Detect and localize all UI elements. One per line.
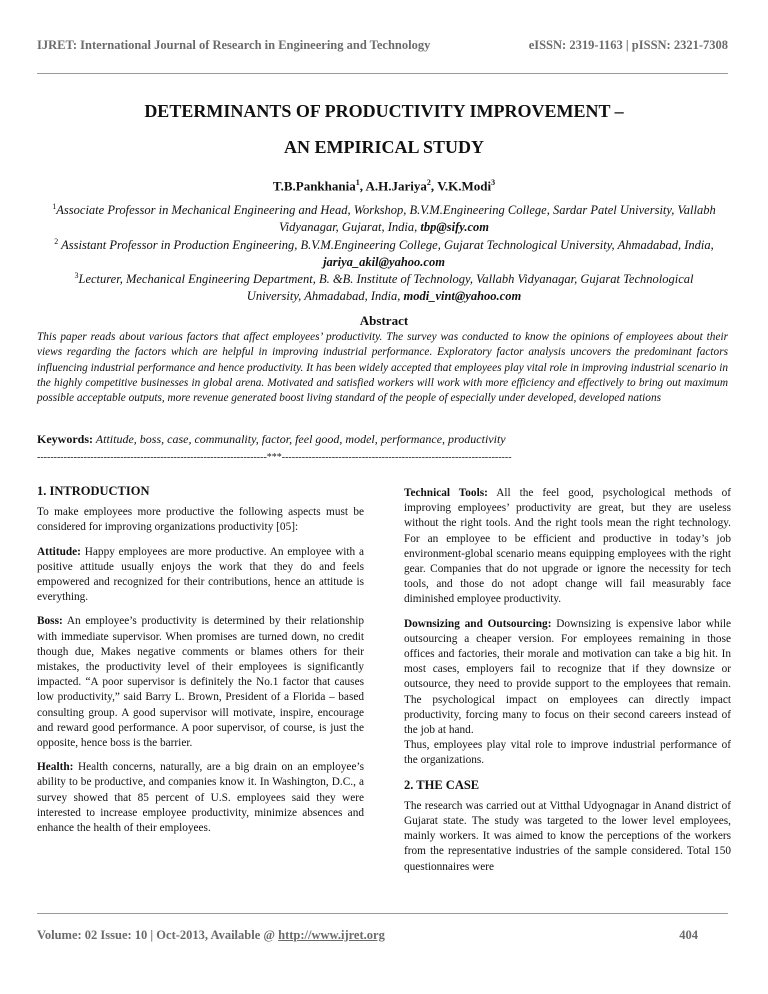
tech-label: Technical Tools: (404, 487, 488, 499)
footer-volume-text: Volume: 02 Issue: 10 | Oct-2013, Available @ (37, 928, 279, 942)
author-separator: , (430, 178, 438, 194)
issn-numbers: eISSN: 2319-1163 | pISSN: 2321-7308 (528, 38, 728, 52)
attitude-label: Attitude: (37, 545, 81, 558)
author-separator: , (359, 178, 366, 194)
tech-paragraph (404, 486, 731, 608)
case-paragraph: The research was carried out at Vitthal Udyognagar in Anand district of Gujarat state. The study was targeted to the lower level employees, mainly workers. It was aimed to know the perceptions of the workers from the representative industries of the sample considered. Total 150 questionnaires were (404, 799, 731, 873)
keywords-label: Keywords: (37, 432, 93, 446)
paper-title (0, 93, 768, 165)
author-2: A.H.Jariya (365, 178, 427, 194)
affiliation-3 (50, 267, 718, 305)
affiliation-3-text: Lecturer, Mechanical Engineering Department, B. &B. Institute of Technology, Vallabh Vidyanagar, Gujarat Technological University, Ahmadabad, India, (78, 272, 694, 304)
author-list (0, 178, 768, 194)
intro-heading: 1. INTRODUCTION (37, 484, 150, 498)
affiliation-1 (50, 198, 718, 236)
boss-paragraph (37, 614, 364, 751)
author-3-sup: 3 (491, 178, 496, 187)
abstract-text: This paper reads about various factors that affect employees’ productivity. The survey was conducted to know the opinions of employees about their views regarding the factors which are helpful in improving industrial performance. Exploratory factor analysis uncovers the predominant factors influencing industrial performance and hence productivity. It has been widely accepted that employees play vital role in improving industrial scenario in the highly competitive businesses in global arena. Motivated and satisfied workers will work with more efficiency and effectively to bring out maximum possible acceptable outputs, more revenue generated boost living standard of the people of especially under developed, developed nations (37, 331, 728, 405)
health-text: Health concerns, naturally, are a big drain on an employee’s ability to be productive, and companies know it. In Washington, D.C., a survey showed that 85 percent of U.S. employees said they were interested to increase employee productivity, minimize absences and enhance the health of their employees. (37, 761, 364, 835)
affiliation-2-num: 2 (54, 237, 59, 246)
journal-name: IJRET: International Journal of Research in Engineering and Technology (37, 38, 431, 52)
affiliation-2 (50, 233, 718, 271)
downsizing-label: Downsizing and Outsourcing: (404, 617, 552, 630)
intro-paragraph: To make employees more productive the following aspects must be considered for improving organizations productivity [05]: (37, 506, 364, 534)
affiliation-3-email[interactable]: modi_vint@yahoo.com (403, 289, 522, 304)
abstract-heading: Abstract (359, 313, 409, 328)
attitude-paragraph (37, 545, 364, 606)
journal-url-link[interactable]: http://www.ijret.org (278, 928, 385, 942)
affiliation-1-text: Associate Professor in Mechanical Engineering and Head, Workshop, B.V.M.Engineering College, Sardar Patel University, Vallabh Vidyanagar, Gujarat, India, (56, 203, 716, 235)
author-3: V.K.Modi (437, 178, 492, 194)
attitude-text: Happy employees are more productive. An employee with a positive attitude usually enjoys the work that they do and feels empowered and recognized for their contributions, hence an attitude is everything. (37, 545, 364, 604)
boss-text: An employee’s productivity is determined by their relationship with immediate supervisor. When promises are turned down, no credit though due, Makes negative comments or blames others for their mistakes, the productivity level of their employees is significantly impacted. “A poor supervisor is definitely the No.1 factor that causes low productivity,” said Barry L. Brown, President of a Florida – based consulting group. A good supervisor will motivate, inspire, encourage and reward good performance. A poor supervisor, of course, is just the opposite, hence boss is the barrier. (37, 615, 364, 750)
keywords-text: Attitude, boss, case, communality, factor, feel good, model, performance, productivity (93, 432, 506, 446)
author-1: T.B.Pankhania (272, 178, 356, 194)
case-heading: 2. THE CASE (404, 777, 480, 792)
title-line-2: AN EMPIRICAL STUDY (283, 137, 485, 157)
section-separator: ---------------------------------------------------------------------***--------------------------------------------------------------------- (37, 452, 512, 463)
title-line-1: DETERMINANTS OF PRODUCTIVITY IMPROVEMENT – (144, 101, 624, 121)
keywords (37, 432, 728, 447)
footer-divider (37, 913, 728, 914)
affiliation-2-email[interactable]: jariya_akil@yahoo.com (323, 255, 445, 270)
left-column (37, 484, 364, 845)
downsizing-text: Downsizing is expensive labor while outsourcing a cheaper version. For employees remaining in those offices and factories, their morale and motivation can take a big hit. In most cases, employers fail to recognize that if they downsize or outsource, they need to provide support to the employees that remain. The psychological impact on employees can directly impact productivity, forcing many to focus on their second careers instead of the job at hand. (404, 617, 731, 737)
tech-text: All the feel good, psychological methods of improving employees’ productivity are great, but they are useless without the right tools. And the right tools mean the right technology. For an employee to be efficient and productive in today’s job environment-global scenario means equipping employees with the right gear. Companies that do not upgrade or ignore the necessity for tech tools, and those do not adopt change will fail measurably face diminished employee productivity. (404, 487, 732, 606)
running-footer (37, 928, 698, 943)
header-divider (37, 73, 728, 74)
downsizing-paragraph (404, 617, 731, 739)
health-paragraph (37, 760, 364, 836)
affiliation-1-num: 1 (52, 202, 57, 211)
thus-paragraph: Thus, employees play vital role to improve industrial performance of the organizations. (404, 739, 731, 767)
health-label: Health: (37, 761, 74, 774)
page-number: 404 (679, 928, 698, 942)
author-1-sup: 1 (355, 178, 360, 187)
footer-volume (37, 928, 385, 943)
affiliation-2-text: Assistant Professor in Production Engineering, B.V.M.Engineering College, Gujarat Technological University, Ahmadabad, India, (58, 238, 714, 253)
right-column (404, 486, 731, 884)
boss-label: Boss: (37, 615, 63, 628)
author-2-sup: 2 (426, 178, 431, 187)
affiliation-3-num: 3 (74, 271, 79, 280)
running-header (37, 38, 728, 53)
affiliation-1-email[interactable]: tbp@sify.com (420, 220, 490, 235)
